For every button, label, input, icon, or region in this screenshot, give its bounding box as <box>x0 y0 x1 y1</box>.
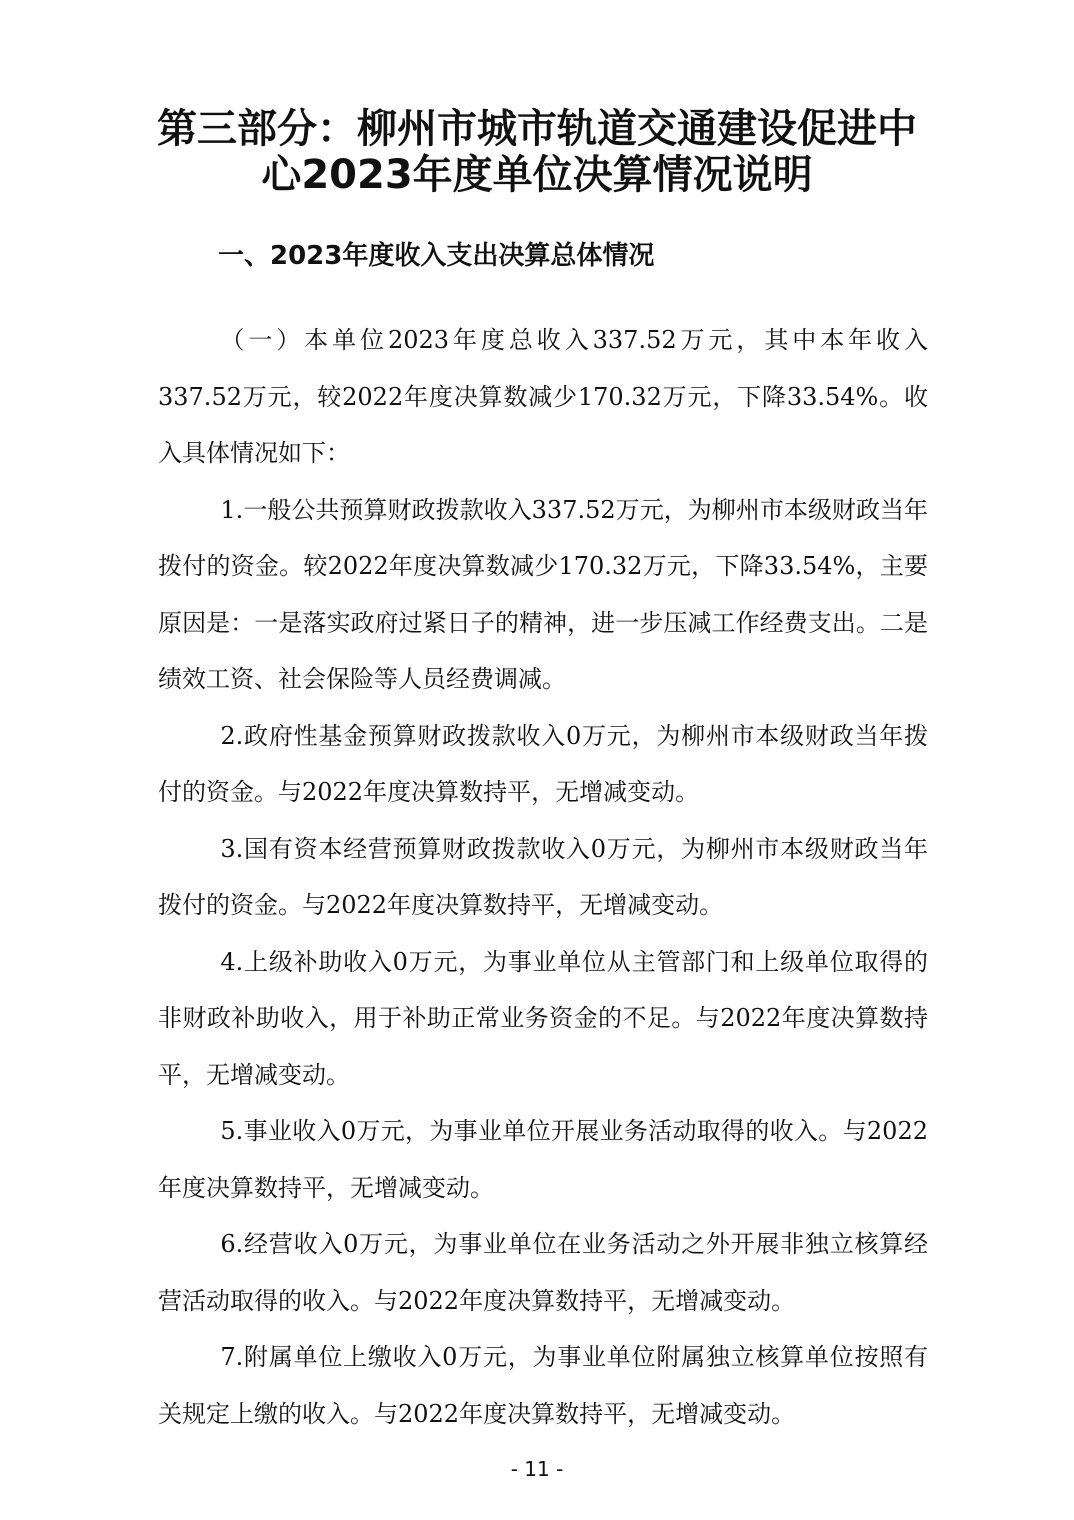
paragraph-item-6: 6.经营收入0万元，为事业单位在业务活动之外开展非独立核算经营活动取得的收入。与2022年度决算数持平，无增减变动。 <box>158 1230 928 1315</box>
paragraph-total-income: （一）本单位2023年度总收入337.52万元，其中本年收入337.52万元，较2022年度决算数减少170.32万元，下降33.54%。收入具体情况如下： <box>158 326 928 467</box>
document-title-line-1: 第三部分：柳州市城市轨道交通建设促进中 <box>157 106 917 152</box>
document-title-line-2: 心2023年度单位决算情况说明 <box>261 152 813 198</box>
paragraph-item-2: 2.政府性基金预算财政拨款收入0万元，为柳州市本级财政当年拨付的资金。与2022年度决算数持平，无增减变动。 <box>158 721 928 806</box>
paragraph-item-3: 3.国有资本经营预算财政拨款收入0万元，为柳州市本级财政当年拨付的资金。与2022年度决算数持平，无增减变动。 <box>158 834 928 919</box>
paragraph-item-7: 7.附属单位上缴收入0万元，为事业单位附属独立核算单位按照有关规定上缴的收入。与2022年度决算数持平，无增减变动。 <box>158 1343 928 1428</box>
paragraph-item-5: 5.事业收入0万元，为事业单位开展业务活动取得的收入。与2022年度决算数持平，无增减变动。 <box>158 1117 928 1202</box>
body-text <box>158 312 928 1442</box>
paragraph-item-1: 1.一般公共预算财政拨款收入337.52万元，为柳州市本级财政当年拨付的资金。较2022年度决算数减少170.32万元，下降33.54%，主要原因是：一是落实政府过紧日子的精神，进一步压减工作经费支出。二是绩效工资、社会保险等人员经费调减。 <box>158 495 928 693</box>
paragraph-item-4: 4.上级补助收入0万元，为事业单位从主管部门和上级单位取得的非财政补助收入，用于补助正常业务资金的不足。与2022年度决算数持平，无增减变动。 <box>158 947 928 1089</box>
section-heading: 一、2023年度收入支出决算总体情况 <box>218 241 655 271</box>
page-number: - 11 - <box>510 1457 564 1481</box>
